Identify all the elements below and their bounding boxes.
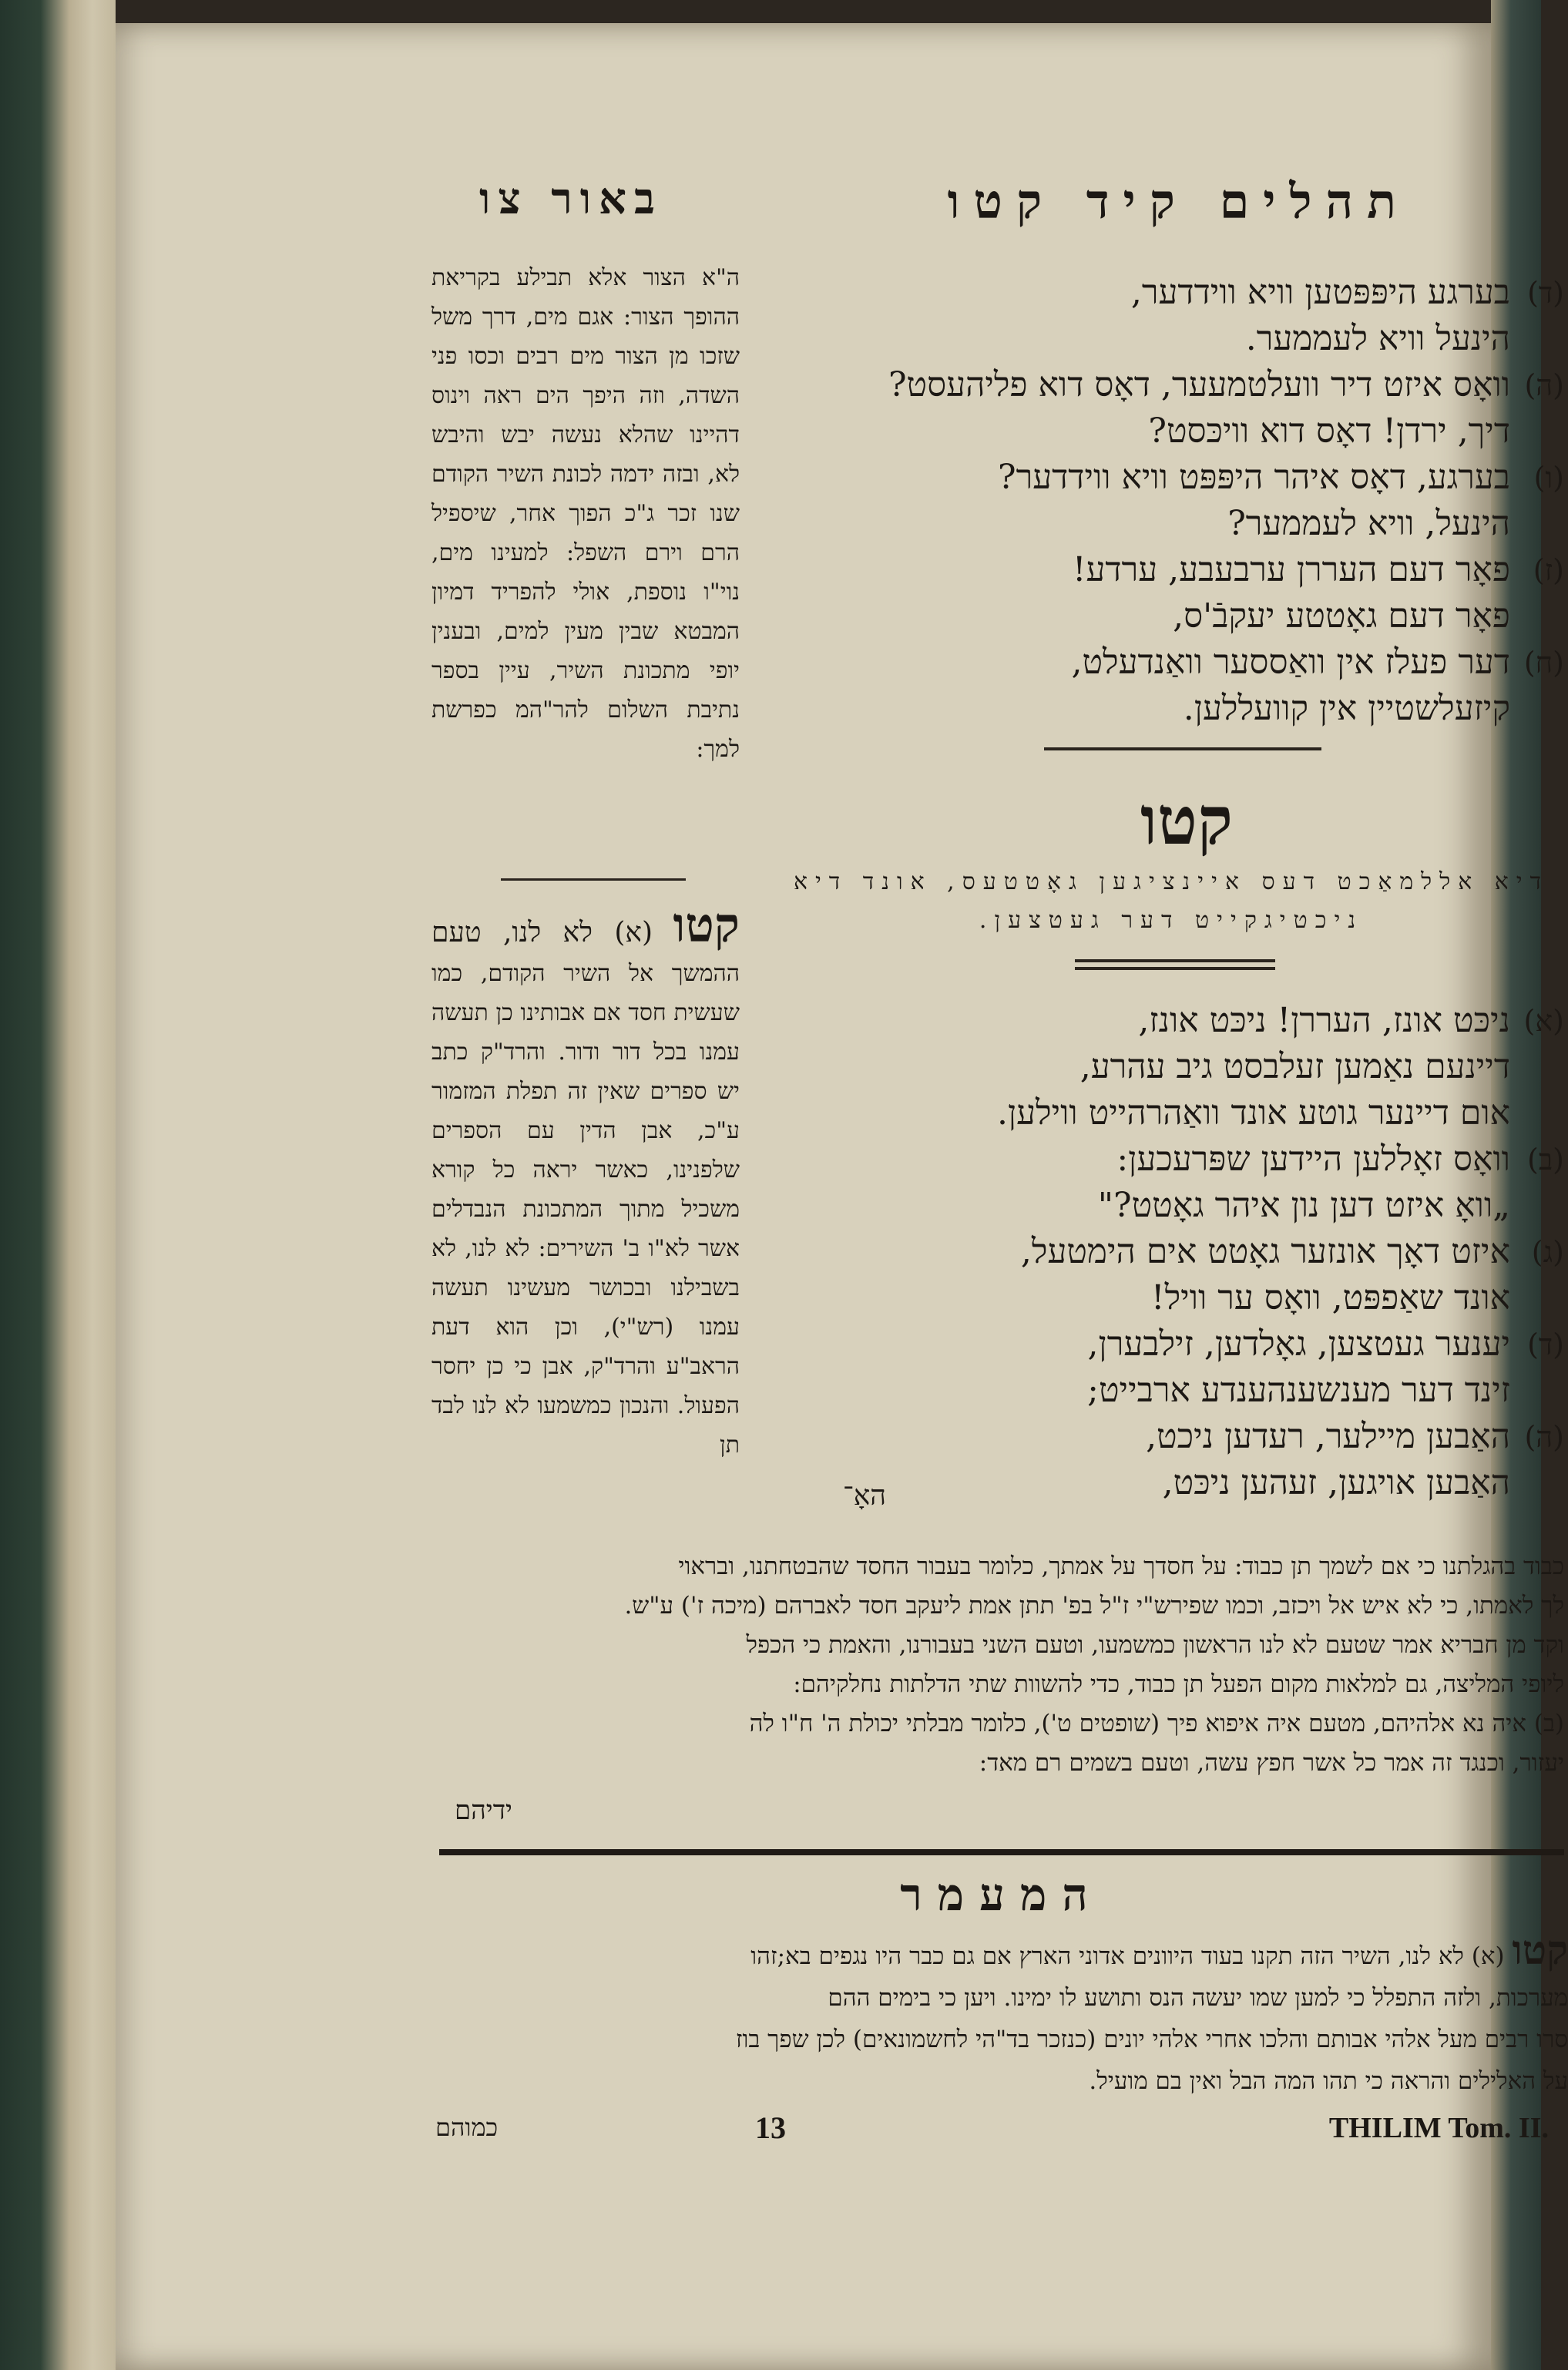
commentary-text: ההמשך אל השיר הקודם, כמו שעשית חסד אם אבותינו כן תעשה עמנו בכל דור ודור. והרד"ק כתב יש ספרים שאין זה תפלת המזמור ע"כ, אבן הדין עם הספרים שלפנינו, כאשר יראה כל קורא משכיל מתוך המתכונת הנבדלים אשר לא"ו ב' השירים: לא לנו, לא בשבילנו ובכושר מעשינו תעשה עמנו (רש"י), וכן הוא דעת הראב"ע והרד"ק, אבן כי כן יחסר הפעול. והנכון כמשמעו לא לנו לבד תן: [431, 960, 740, 1459]
verse-text: הינעל וויא לעממער.: [1245, 319, 1510, 358]
hameamer-section: [435, 1927, 1568, 2102]
verse-text: קיזעלשטיין אין קוועללען.: [1183, 689, 1510, 728]
section-divider: [1044, 747, 1321, 750]
hameamer-text: (א) לא לנו, השיר הזה תקנו בעוד היוונים אדוני הארץ אם גם כבר היו נגפים בא;זהו: [750, 1942, 1505, 1970]
verse-number: (ז): [1533, 553, 1564, 587]
verse-text: אונד שאַפפּט, וואָס ער וויל!: [1150, 1278, 1510, 1318]
verse-number: (ד): [1527, 1328, 1564, 1361]
commentary-fullwidth: [435, 1547, 1564, 1783]
verse-number: (ה): [1524, 368, 1564, 402]
psalm-subtitle: [778, 863, 1564, 940]
verse-line: [763, 639, 1564, 732]
verse-number: (ב): [1527, 1143, 1564, 1177]
verse-line: [763, 1229, 1564, 1321]
double-rule-top: [1075, 959, 1275, 962]
commentary-line: כבוד בהגלתנו כי אם לשמך תן כבוד: על חסדך על אמתך, כלומר בעבור החסד שהבטחתנו, ובראוי: [678, 1553, 1564, 1580]
verse-text: דיך, ירדן! דאָס דוא וויכּסט?: [1148, 411, 1510, 451]
commentary-line: יעזור, וכנגד זה אמר כל אשר חפץ עשה, וטעם בשמים רם מאד:: [979, 1749, 1564, 1777]
book-edge-left: [0, 0, 116, 2370]
verse-text: בערגע, דאָס איהר היפּפּט וויא ווידדער?: [998, 458, 1510, 497]
double-rule-bottom: [1075, 967, 1275, 970]
verse-number: (ג): [1531, 1235, 1564, 1269]
section-title-hameamer: המעמר: [900, 1868, 1103, 1921]
hameamer-line: סרו רבים מעל אלהי אבותם והלכו אחרי אלהי יונים (כנזכר בד"הי לחשמונאים) לכן שפך בוז: [735, 2026, 1568, 2053]
catchword: האָ־: [842, 1480, 886, 1512]
verse-text: איזט דאָך אונזער גאָטט אים הימטעל,: [1020, 1232, 1510, 1271]
verse-text: בערגע היפּפּטען וויא ווידדער,: [1130, 273, 1510, 312]
verse-number: (א): [1523, 1004, 1564, 1038]
verse-line: [763, 1136, 1564, 1229]
subtitle-line: דיא אללמאַכט דעס איינציגען גאָטטעס, אונד דיא: [793, 868, 1550, 895]
verse-number: (ה): [1524, 1420, 1564, 1454]
commentary-line: לך לאמתו, כי לא איש אל ויכזב, וכמו שפירש"י ז"ל בפ' תתן אמת ליעקב חסד לאברהם (מיכה ז') ע"ש.: [624, 1592, 1564, 1620]
book-page: [116, 23, 1568, 2370]
verse-line: [763, 998, 1564, 1136]
verse-text: ניכּט אונז, העררן! ניכּט אונז,: [1138, 1001, 1510, 1040]
verse-line: [763, 455, 1564, 547]
psalm115-verses: [763, 998, 1564, 1506]
hameamer-line: מערכות, ולזה התפלל כי למען שמו יעשה הנס ותושע לו ימינו. ויען כי בימים ההם: [828, 1984, 1568, 2012]
verse-text: יענער געטצען, גאָלדען, זילבערן,: [1087, 1324, 1510, 1364]
verse-text: דער פעלז אין וואַססער וואַנדעלט,: [1071, 643, 1510, 682]
running-header-commentary: באור צו: [479, 173, 663, 224]
verse-number: (ד): [1527, 276, 1564, 310]
verse-text: אום דיינער גוטע אונד וואַהרהייט ווילען.: [996, 1093, 1510, 1133]
commentary-column-top: ה"א הצור אלא תבילע בקריאת ההופך הצור: אגם מים, דרך משל שזכו מן הצור מים רבים וכסו פני השדה, וזה היפך הים ראה וינוס דהיינו שהלא נעשה יבש והיבש לא, ובזה ידמה לכונת השיר הקודם שנו זכר ג"כ הפוך אחר, שיספיל הרם וירם השפל: למעינו מים, נוי"ו נוספת, אולי להפריד דמיון המבטא שבין מעין למים, ובענין יופי מתכונת השיר, עיין בספר נתיבת השלום להר"המ כפרשת למך:: [431, 264, 740, 763]
page-number: 13: [755, 2110, 786, 2145]
commentary-divider: [501, 878, 686, 881]
verse-line: [763, 547, 1564, 639]
verse-line: [763, 270, 1564, 362]
commentary-psalm-heading: קטו: [673, 897, 740, 953]
verse-text: האַבען אויגען, זעהען ניכּט,: [1162, 1463, 1510, 1502]
footer-book-title: THILIM Tom. II.: [1328, 2112, 1549, 2144]
hameamer-lead: קטו: [1512, 1927, 1568, 1974]
commentary-catchword: ידיהם: [455, 1795, 512, 1826]
running-header-title: תהלים קיד קטו: [947, 173, 1410, 230]
commentary-line: וקד מן חבריא אמר שטעם לא לנו הראשון כמשמעו, וטעם השני בעבורנו, והאמת כי הכפל: [746, 1631, 1564, 1659]
commentary-column-bottom: [431, 897, 740, 1465]
subtitle-line: ניכטיגקייט דער געטצען.: [979, 907, 1364, 934]
hameamer-line: [435, 1927, 1568, 1977]
verse-number: (ו): [1533, 461, 1564, 495]
verse-line: [763, 1321, 1564, 1414]
verse-text: הינעל, וויא לעממער?: [1227, 504, 1510, 543]
footer-catchword: כמוהם: [435, 2113, 499, 2142]
verse-text: פאָר דעם העררן ערבעבע, ערדע!: [1072, 550, 1510, 589]
hameamer-line: על האלילים והראה כי תהו המה הבל ואין בם מועיל.: [1089, 2067, 1568, 2095]
psalm-number-heading: קטו: [1140, 782, 1233, 860]
commentary-line: ליופי המליצה, גם למלאות מקום הפעל תן כבוד, כדי להשוות שתי הדלתות נחלקיהם:: [793, 1670, 1564, 1698]
verse-text: האַבען מיילער, רעדען ניכט,: [1146, 1417, 1510, 1456]
verse-line: [763, 362, 1564, 455]
commentary-line: (ב) איה נא אלהיהם, מטעם איה איפוא פיך (שופטים ט'), כלומר מבלתי יכולת ה' ח"ו לה: [749, 1710, 1564, 1737]
verse-text: וואָס זאָללען היידען שפּרעכען:: [1116, 1140, 1510, 1179]
verse-number: (ח): [1523, 646, 1564, 680]
verse-text: וואָס איזט דיר וועלטמעער, דאָס דוא פליהעסט?: [888, 365, 1510, 405]
verse-text: „וואָ איזט דען נון איהר גאָטט?": [1097, 1186, 1510, 1225]
verse-text: פאָר דעם גאָטטע יעקבֿ'ס,: [1173, 596, 1510, 636]
commentary-lead: (א) לא לנו, טעם: [431, 917, 653, 948]
verse-text: זינד דער מענשענהענדע ארבייט;: [1087, 1371, 1510, 1410]
heavy-divider: [439, 1849, 1564, 1855]
psalm114-verses: [763, 270, 1564, 732]
verse-text: דיינעם נאַמען זעלבסט גיב עהרע,: [1079, 1047, 1510, 1086]
